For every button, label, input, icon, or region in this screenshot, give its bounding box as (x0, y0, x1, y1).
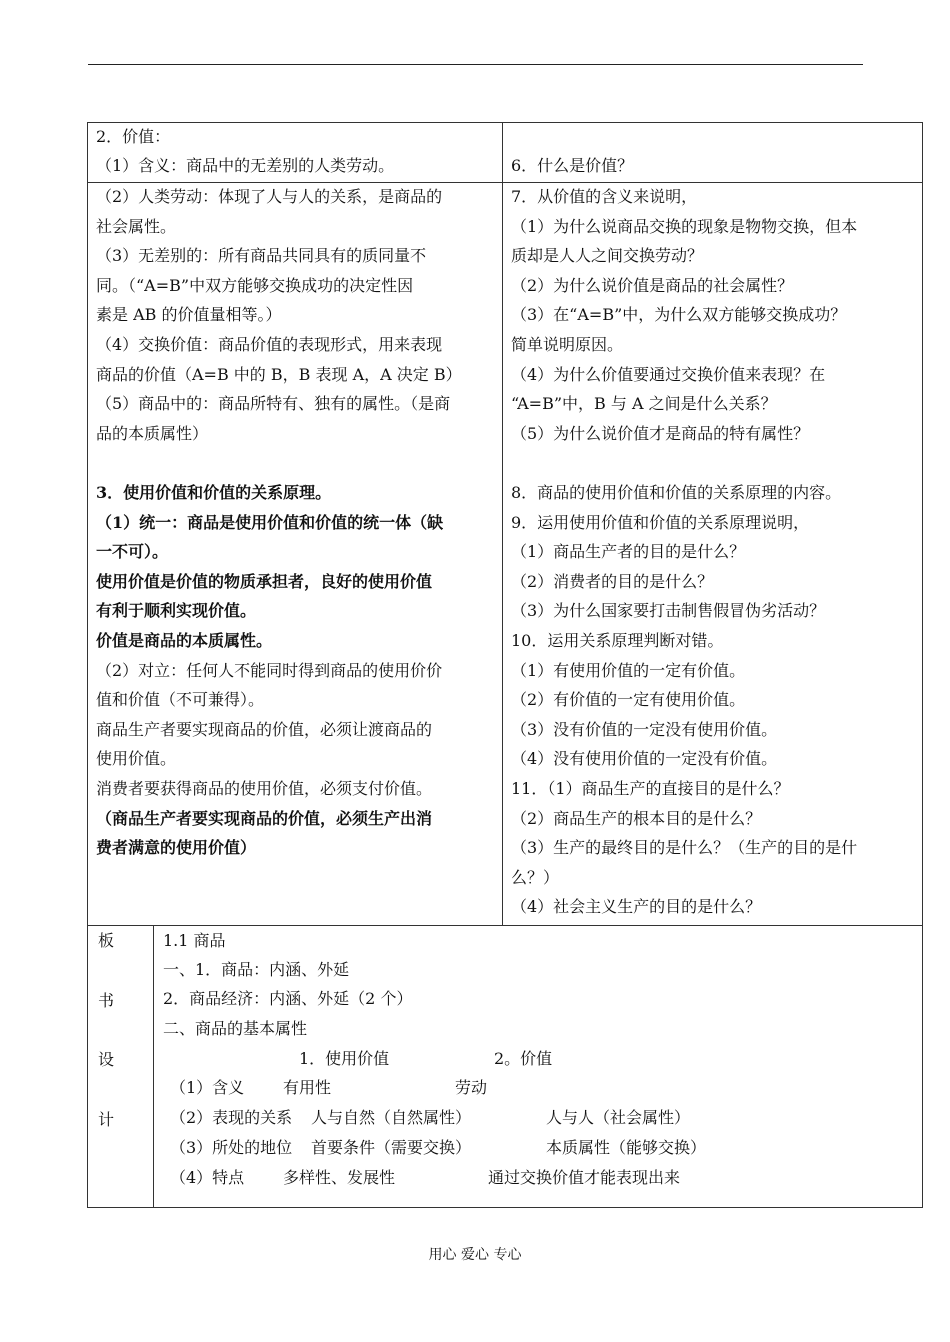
question-line: “A=B”中，B 与 A 之间是什么关系？ (511, 394, 777, 414)
board-label-char: 设 (98, 1050, 115, 1069)
board-row-use-value: 首要条件（需要交换） (311, 1138, 472, 1157)
left-content-line: 消费者要获得商品的使用价值，必须支付价值。 (96, 779, 433, 798)
left-content-line: （2）对立：任何人不能同时得到商品的使用价价 (96, 660, 443, 680)
left-content-line: 费者满意的使用价值） (96, 838, 257, 858)
question-line: （2）商品生产的根本目的是什么？ (511, 808, 762, 828)
question-line: （4）社会主义生产的目的是什么？ (511, 897, 762, 917)
question-line: 质却是人人之间交换劳动？ (511, 246, 704, 266)
board-row-attribute: （3）所处的地位 (170, 1138, 293, 1157)
board-label-divider (153, 925, 154, 1208)
question-line: （2）为什么说价值是商品的社会属性？ (511, 275, 794, 295)
question-line: （3）为什么国家要打击制售假冒伪劣活动？ (511, 601, 826, 621)
board-line-2: 2．商品经济：内涵、外延（2 个） (163, 989, 413, 1008)
board-row-attribute: （1）含义 (170, 1078, 245, 1097)
question-line: （1）有使用价值的一定有价值。 (511, 660, 746, 680)
left-content-line: 3．使用价值和价值的关系原理。 (96, 483, 332, 502)
left-content-line: （1）统一：商品是使用价值和价值的统一体（缺 (96, 512, 444, 532)
left-content-line: 值和价值（不可兼得）。 (96, 690, 265, 710)
board-heading-use-value: 1．使用价值 (299, 1049, 390, 1068)
left-content-line: 商品的价值（A=B 中的 B，B 表现 A，A 决定 B） (96, 364, 462, 384)
question-line: （2）消费者的目的是什么？ (511, 571, 714, 591)
footer-motto: 用心 爱心 专心 (428, 1247, 522, 1263)
board-row-value: 人与人（社会属性） (546, 1108, 691, 1127)
board-row-use-value: 有用性 (283, 1078, 332, 1097)
board-row-value: 劳动 (455, 1078, 488, 1097)
left-content-line: 社会属性。 (96, 216, 177, 236)
left-content-line: （2）人类劳动：体现了人与人的关系，是商品的 (96, 187, 443, 206)
board-label-char: 板 (98, 931, 115, 950)
left-content-line: （4）交换价值：商品价值的表现形式，用来表现 (96, 335, 443, 354)
left-content-line: 素是 AB 的价值量相等。） (96, 305, 282, 325)
question-line: （4）为什么价值要通过交换价值来表现？在 (511, 364, 826, 384)
question-line: （4）没有使用价值的一定没有价值。 (511, 749, 778, 769)
left-content-line: 使用价值是价值的物质承担者，良好的使用价值 (96, 571, 433, 591)
left-content-line: 使用价值。 (96, 749, 177, 769)
column-divider (502, 122, 503, 925)
left-content-line: （5）商品中的：商品所特有、独有的属性。（是商 (96, 394, 451, 414)
board-row-attribute: （4）特点 (170, 1168, 245, 1187)
question-line: （5）为什么说价值才是商品的特有属性？ (511, 423, 810, 443)
board-row-attribute: （2）表现的关系 (170, 1108, 293, 1127)
left-content-line: 同。（“A=B”中双方能够交换成功的决定性因 (96, 275, 414, 295)
question-line: 简单说明原因。 (511, 335, 624, 354)
left-top-line: 2．价值： (96, 127, 171, 146)
board-line-3: 二、商品的基本属性 (163, 1019, 308, 1038)
question-line: （3）没有价值的一定没有使用价值。 (511, 719, 778, 739)
board-row-value: 本质属性（能够交换） (546, 1138, 707, 1157)
question-line: 7．从价值的含义来说明， (511, 187, 698, 206)
left-content-line: （3）无差别的：所有商品共同具有的质同量不 (96, 246, 427, 266)
question-line: （3）生产的最终目的是什么？（生产的目的是什 (511, 838, 858, 858)
question-line: 11．（1）商品生产的直接目的是什么？ (511, 779, 790, 798)
board-title: 1.1 商品 (163, 931, 226, 950)
question-line: 么？） (511, 867, 560, 887)
left-top-line: （1）含义：商品中的无差别的人类劳动。 (96, 156, 395, 175)
question-line: （3）在“A=B”中，为什么双方能够交换成功？ (511, 305, 847, 325)
question-line: （1）商品生产者的目的是什么？ (511, 542, 746, 562)
board-line-1: 一、1．商品：内涵、外延 (163, 960, 350, 979)
board-row-use-value: 人与自然（自然属性） (311, 1108, 472, 1127)
board-row-use-value: 多样性、发展性 (283, 1168, 396, 1187)
left-content-line: （商品生产者要实现商品的价值，必须生产出消 (96, 808, 433, 828)
left-content-line: 价值是商品的本质属性。 (96, 631, 273, 650)
left-content-line: 一不可）。 (96, 542, 169, 562)
board-label-char: 书 (98, 990, 115, 1010)
board-label-char: 计 (98, 1109, 115, 1129)
left-content-line: 商品生产者要实现商品的价值，必须让渡商品的 (96, 719, 433, 739)
question-line: （1）为什么说商品交换的现象是物物交换，但本 (511, 216, 858, 236)
header-rule (88, 64, 863, 65)
question-line: 10．运用关系原理判断对错。 (511, 631, 724, 650)
question-line: 8．商品的使用价值和价值的关系原理的内容。 (511, 483, 842, 502)
question-line: 9．运用使用价值和价值的关系原理说明， (511, 512, 810, 532)
left-content-line: 品的本质属性） (96, 423, 209, 443)
question-line: （2）有价值的一定有使用价值。 (511, 690, 746, 710)
board-heading-value: 2。价值 (494, 1049, 553, 1068)
board-row-value: 通过交换价值才能表现出来 (488, 1168, 681, 1187)
right-top-line: 6．什么是价值？ (511, 156, 634, 175)
left-content-line: 有利于顺利实现价值。 (96, 601, 257, 621)
